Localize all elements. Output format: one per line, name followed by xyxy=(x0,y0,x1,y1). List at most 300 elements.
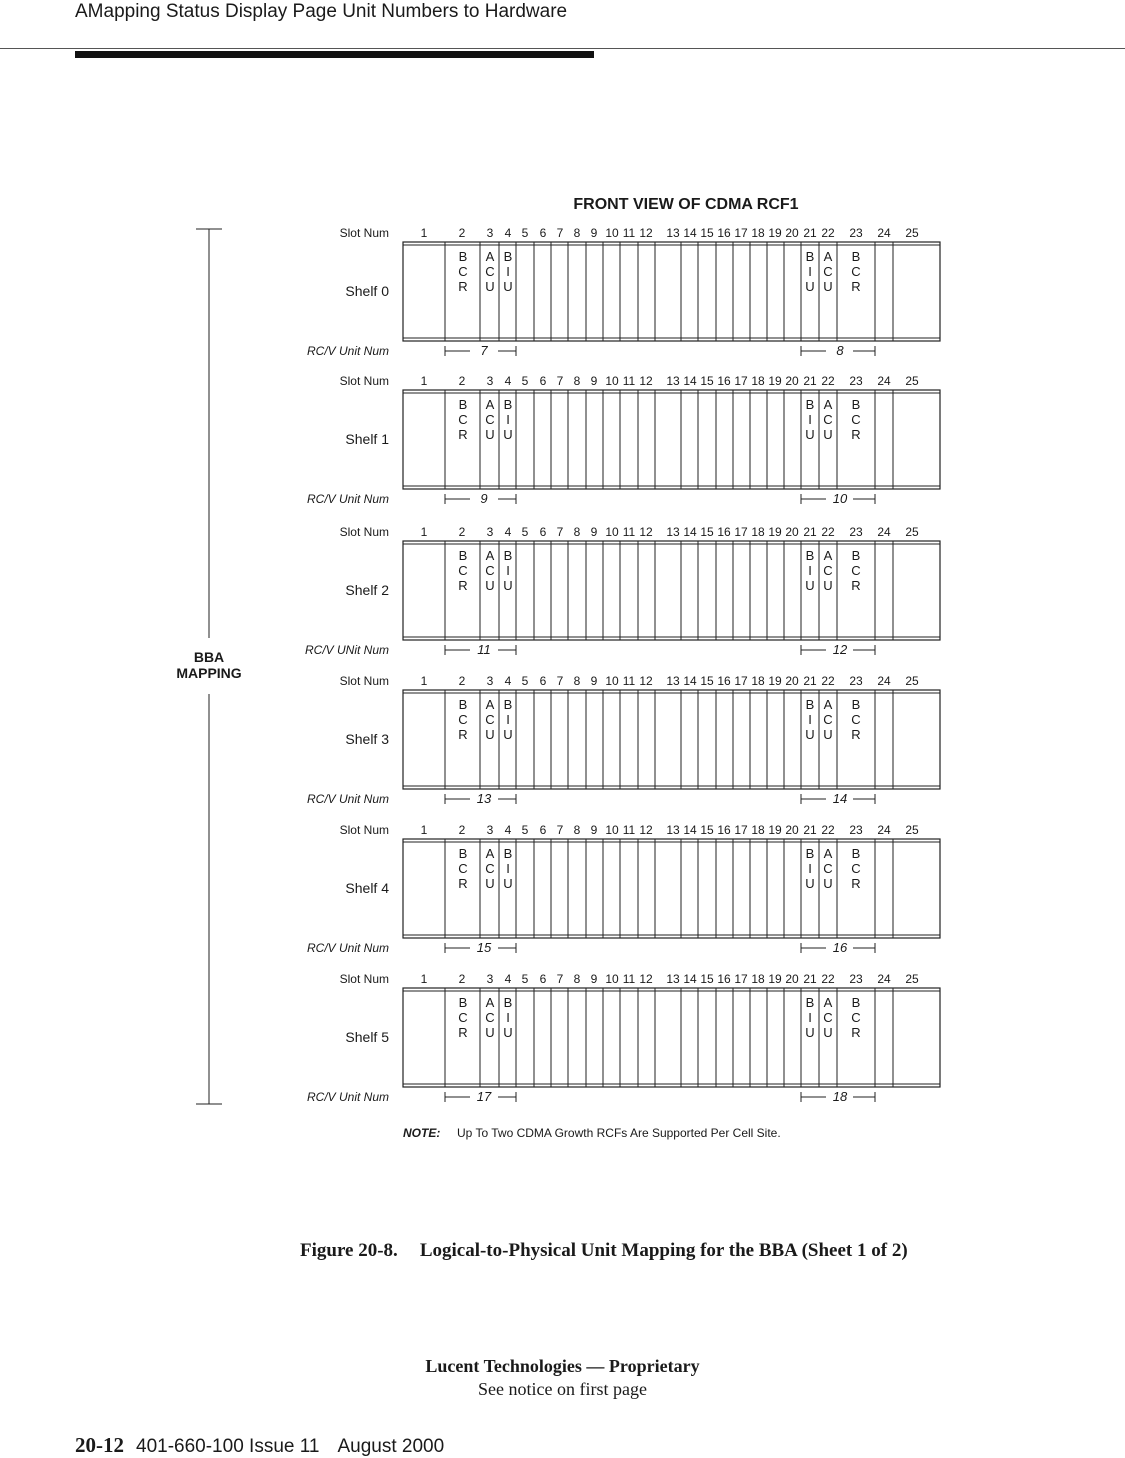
slot-number: 16 xyxy=(717,674,731,688)
card-label-acu xyxy=(485,548,494,593)
slot-number: 25 xyxy=(905,823,919,837)
card-label-biu-letter: B xyxy=(503,548,513,563)
slot-number: 21 xyxy=(803,823,817,837)
card-label-acu-letter: U xyxy=(485,1025,495,1040)
shelf-0 xyxy=(307,226,940,358)
slot-number: 2 xyxy=(458,823,466,837)
card-label-acu-letter: U xyxy=(823,578,833,593)
card-label-biu xyxy=(805,846,814,891)
card-label-biu xyxy=(503,995,512,1040)
shelf-4 xyxy=(307,823,940,955)
card-label-biu xyxy=(503,697,512,742)
slot-number: 17 xyxy=(734,972,748,986)
footer-page-info xyxy=(75,1433,444,1458)
card-label-biu-letter: U xyxy=(805,1025,815,1040)
rcv-unit-number-right: 10 xyxy=(832,491,848,506)
card-label-biu xyxy=(805,995,814,1040)
slot-number: 9 xyxy=(590,525,598,539)
card-label-biu-letter: B xyxy=(805,397,815,412)
card-label-bcr-letter: R xyxy=(458,1025,468,1040)
card-label-acu-letter: C xyxy=(823,712,833,727)
card-label-bcr-letter: C xyxy=(458,712,468,727)
slot-number: 12 xyxy=(639,674,653,688)
card-label-bcr xyxy=(458,995,467,1040)
card-label-acu-letter: U xyxy=(823,279,833,294)
card-label-biu-letter: I xyxy=(506,412,510,427)
card-label-biu-letter: I xyxy=(506,1010,510,1025)
card-label-acu-letter: U xyxy=(823,876,833,891)
slot-number: 9 xyxy=(590,374,598,388)
slot-number: 22 xyxy=(821,525,835,539)
slot-number: 21 xyxy=(803,374,817,388)
slot-number: 20 xyxy=(785,525,799,539)
slot-number: 3 xyxy=(486,972,494,986)
card-label-acu xyxy=(823,995,832,1040)
card-label-biu-letter: I xyxy=(808,861,812,876)
card-label-bcr-letter: B xyxy=(851,697,861,712)
rcv-unit-number-right: 8 xyxy=(836,343,844,358)
slot-number: 16 xyxy=(717,525,731,539)
card-label-acu-letter: U xyxy=(485,578,495,593)
card-label-acu-letter: A xyxy=(485,397,495,412)
card-label-bcr-letter: R xyxy=(458,727,468,742)
running-header-title: AMapping Status Display Page Unit Numbers to Hardware xyxy=(75,1,568,22)
shelf-name: Shelf 0 xyxy=(345,283,389,299)
slot-number: 21 xyxy=(803,674,817,688)
slot-number: 17 xyxy=(734,823,748,837)
rcv-unit-number-right: 18 xyxy=(832,1089,848,1104)
slot-number: 3 xyxy=(486,374,494,388)
card-label-biu-letter: I xyxy=(808,264,812,279)
slot-num-label: Slot Num xyxy=(339,674,389,688)
slot-number: 2 xyxy=(458,525,466,539)
slot-number: 11 xyxy=(622,374,636,388)
slot-number: 7 xyxy=(556,823,564,837)
slot-number: 23 xyxy=(849,823,863,837)
slot-number: 12 xyxy=(639,226,653,240)
card-label-acu-letter: U xyxy=(823,1025,833,1040)
slot-number: 23 xyxy=(849,374,863,388)
card-label-biu xyxy=(805,397,814,442)
card-label-biu xyxy=(503,249,512,294)
card-label-acu-letter: A xyxy=(823,249,833,264)
card-label-bcr-letter: R xyxy=(851,727,861,742)
slot-number: 7 xyxy=(556,972,564,986)
rcv-unit-num-label: RC/V Unit Num xyxy=(306,344,389,358)
card-label-bcr-letter: B xyxy=(458,697,468,712)
card-label-biu-letter: B xyxy=(503,995,513,1010)
slot-number: 22 xyxy=(821,823,835,837)
slot-number: 4 xyxy=(504,972,512,986)
card-label-bcr xyxy=(851,548,860,593)
card-label-biu xyxy=(805,249,814,294)
card-label-bcr-letter: C xyxy=(851,1010,861,1025)
slot-number: 23 xyxy=(849,972,863,986)
slot-number: 20 xyxy=(785,374,799,388)
page-number: 20-12 xyxy=(75,1433,124,1457)
card-label-biu-letter: B xyxy=(805,249,815,264)
card-label-bcr-letter: B xyxy=(851,397,861,412)
card-label-bcr xyxy=(458,249,467,294)
slot-number: 24 xyxy=(877,674,891,688)
slot-number: 8 xyxy=(573,525,581,539)
slot-number: 19 xyxy=(768,823,782,837)
slot-number: 24 xyxy=(877,525,891,539)
slot-number: 11 xyxy=(622,972,636,986)
slot-number: 4 xyxy=(504,674,512,688)
slot-number: 22 xyxy=(821,972,835,986)
rcv-unit-number-left: 9 xyxy=(480,491,488,506)
mapping-label: MAPPING xyxy=(176,665,242,681)
slot-number: 3 xyxy=(486,674,494,688)
footer-notice: See notice on first page xyxy=(478,1379,647,1399)
slot-number: 18 xyxy=(751,972,765,986)
slot-number: 13 xyxy=(666,374,680,388)
card-label-biu-letter: I xyxy=(506,264,510,279)
card-label-acu-letter: A xyxy=(485,548,495,563)
slot-number: 17 xyxy=(734,525,748,539)
card-label-acu-letter: C xyxy=(485,861,495,876)
slot-number: 13 xyxy=(666,674,680,688)
card-label-biu xyxy=(503,397,512,442)
card-label-bcr-letter: B xyxy=(851,548,861,563)
card-label-acu-letter: U xyxy=(485,727,495,742)
card-label-biu-letter: I xyxy=(506,861,510,876)
issue-date: August 2000 xyxy=(337,1436,445,1457)
slot-number: 17 xyxy=(734,674,748,688)
slot-number: 15 xyxy=(700,374,714,388)
card-label-biu-letter: U xyxy=(805,279,815,294)
card-label-acu xyxy=(485,397,494,442)
slot-number: 5 xyxy=(521,226,529,240)
slot-number: 14 xyxy=(683,972,697,986)
card-label-acu-letter: U xyxy=(823,727,833,742)
card-label-acu-letter: A xyxy=(485,995,495,1010)
slot-number: 6 xyxy=(539,674,547,688)
slot-number: 2 xyxy=(458,972,466,986)
card-label-acu xyxy=(823,548,832,593)
slot-number: 5 xyxy=(521,525,529,539)
card-label-acu-letter: U xyxy=(823,427,833,442)
slot-number: 6 xyxy=(539,374,547,388)
slot-number: 8 xyxy=(573,226,581,240)
slot-number: 1 xyxy=(420,972,428,986)
rcv-unit-number-left: 13 xyxy=(476,791,492,806)
slot-number: 3 xyxy=(486,226,494,240)
card-label-acu-letter: U xyxy=(485,279,495,294)
card-label-biu xyxy=(805,548,814,593)
slot-number: 10 xyxy=(605,374,619,388)
slot-number: 6 xyxy=(539,972,547,986)
slot-number: 6 xyxy=(539,226,547,240)
card-label-bcr xyxy=(851,846,860,891)
slot-number: 17 xyxy=(734,226,748,240)
slot-number: 8 xyxy=(573,674,581,688)
slot-number: 24 xyxy=(877,374,891,388)
card-label-bcr-letter: B xyxy=(458,548,468,563)
card-label-biu-letter: U xyxy=(503,427,513,442)
card-label-biu-letter: B xyxy=(805,548,815,563)
rcv-unit-num-label: RC/V Unit Num xyxy=(306,941,389,955)
shelf-2 xyxy=(305,525,940,657)
card-label-biu-letter: I xyxy=(808,563,812,578)
card-label-bcr-letter: C xyxy=(458,563,468,578)
shelf-name: Shelf 5 xyxy=(345,1029,389,1045)
slot-number: 16 xyxy=(717,374,731,388)
card-label-acu-letter: C xyxy=(823,1010,833,1025)
slot-number: 1 xyxy=(420,525,428,539)
card-label-acu-letter: C xyxy=(485,264,495,279)
slot-number: 7 xyxy=(556,525,564,539)
slot-number: 15 xyxy=(700,525,714,539)
slot-number: 3 xyxy=(486,525,494,539)
slot-number: 11 xyxy=(622,525,636,539)
slot-number: 12 xyxy=(639,823,653,837)
slot-number: 16 xyxy=(717,823,731,837)
card-label-bcr-letter: C xyxy=(851,264,861,279)
shelf-list xyxy=(305,226,940,1104)
slot-number: 25 xyxy=(905,226,919,240)
card-label-acu-letter: C xyxy=(485,712,495,727)
card-label-acu-letter: A xyxy=(823,995,833,1010)
slot-number: 11 xyxy=(622,674,636,688)
card-label-bcr-letter: B xyxy=(458,846,468,861)
slot-number: 18 xyxy=(751,823,765,837)
card-label-bcr xyxy=(458,548,467,593)
card-label-biu-letter: I xyxy=(506,712,510,727)
bba-label: BBA xyxy=(193,649,225,665)
rcv-unit-number-left: 7 xyxy=(480,343,488,358)
card-label-acu-letter: A xyxy=(823,397,833,412)
card-label-biu-letter: I xyxy=(506,563,510,578)
note-text: Up To Two CDMA Growth RCFs Are Supported Per Cell Site. xyxy=(457,1126,781,1140)
slot-number: 1 xyxy=(420,823,428,837)
card-label-biu-letter: B xyxy=(503,397,513,412)
slot-number: 14 xyxy=(683,374,697,388)
card-label-acu xyxy=(485,697,494,742)
document-number: 401-660-100 Issue 11 xyxy=(136,1436,320,1457)
slot-number: 8 xyxy=(573,823,581,837)
card-label-bcr-letter: C xyxy=(851,563,861,578)
slot-number: 11 xyxy=(622,823,636,837)
slot-number: 2 xyxy=(458,674,466,688)
figure-number: Figure 20-8. xyxy=(300,1240,398,1261)
slot-number: 15 xyxy=(700,226,714,240)
slot-num-label: Slot Num xyxy=(339,972,389,986)
slot-number: 15 xyxy=(700,823,714,837)
slot-number: 21 xyxy=(803,972,817,986)
slot-number: 4 xyxy=(504,226,512,240)
figure-title: FRONT VIEW OF CDMA RCF1 xyxy=(573,196,799,213)
card-label-bcr xyxy=(458,397,467,442)
card-label-bcr xyxy=(851,697,860,742)
slot-number: 10 xyxy=(605,525,619,539)
card-label-bcr-letter: R xyxy=(851,427,861,442)
rcv-unit-number-left: 11 xyxy=(477,642,491,657)
card-label-biu-letter: I xyxy=(808,1010,812,1025)
slot-number: 7 xyxy=(556,374,564,388)
card-label-biu-letter: U xyxy=(805,427,815,442)
slot-number: 14 xyxy=(683,226,697,240)
card-label-biu-letter: U xyxy=(503,727,513,742)
card-label-bcr-letter: C xyxy=(458,412,468,427)
card-label-acu xyxy=(823,397,832,442)
card-label-bcr-letter: R xyxy=(458,279,468,294)
rcv-unit-num-label: RC/V Unit Num xyxy=(306,492,389,506)
card-label-acu-letter: C xyxy=(823,563,833,578)
slot-num-label: Slot Num xyxy=(339,226,389,240)
card-label-biu-letter: B xyxy=(503,249,513,264)
slot-number: 9 xyxy=(590,823,598,837)
card-label-bcr-letter: C xyxy=(458,264,468,279)
card-label-biu-letter: B xyxy=(503,846,513,861)
slot-number: 16 xyxy=(717,972,731,986)
card-label-bcr xyxy=(458,697,467,742)
card-label-bcr-letter: B xyxy=(458,995,468,1010)
card-label-acu-letter: A xyxy=(485,697,495,712)
card-label-acu-letter: C xyxy=(485,412,495,427)
rcv-unit-number-right: 14 xyxy=(832,791,848,806)
slot-number: 4 xyxy=(504,525,512,539)
slot-number: 10 xyxy=(605,972,619,986)
slot-number: 19 xyxy=(768,374,782,388)
slot-number: 24 xyxy=(877,823,891,837)
slot-number: 24 xyxy=(877,226,891,240)
card-label-acu xyxy=(823,249,832,294)
slot-number: 1 xyxy=(420,226,428,240)
card-label-biu-letter: B xyxy=(805,846,815,861)
rcv-unit-num-label: RC/V UNit Num xyxy=(304,643,389,657)
slot-number: 14 xyxy=(683,525,697,539)
card-label-acu-letter: U xyxy=(485,876,495,891)
card-label-bcr-letter: B xyxy=(458,249,468,264)
slot-number: 1 xyxy=(420,674,428,688)
slot-number: 23 xyxy=(849,226,863,240)
slot-number: 21 xyxy=(803,525,817,539)
slot-number: 22 xyxy=(821,674,835,688)
slot-number: 4 xyxy=(504,374,512,388)
slot-num-label: Slot Num xyxy=(339,525,389,539)
card-label-acu-letter: A xyxy=(823,548,833,563)
slot-number: 3 xyxy=(486,823,494,837)
slot-number: 18 xyxy=(751,525,765,539)
slot-number: 19 xyxy=(768,525,782,539)
slot-number: 20 xyxy=(785,674,799,688)
card-label-biu-letter: B xyxy=(805,995,815,1010)
slot-number: 14 xyxy=(683,823,697,837)
card-label-acu-letter: C xyxy=(823,412,833,427)
card-label-bcr-letter: C xyxy=(458,861,468,876)
slot-number: 20 xyxy=(785,226,799,240)
rcv-unit-num-label: RC/V Unit Num xyxy=(306,1090,389,1104)
rcv-unit-number-left: 17 xyxy=(476,1089,492,1104)
slot-number: 23 xyxy=(849,674,863,688)
slot-number: 19 xyxy=(768,674,782,688)
card-label-bcr-letter: R xyxy=(851,1025,861,1040)
card-label-acu-letter: A xyxy=(823,697,833,712)
card-label-bcr-letter: R xyxy=(458,578,468,593)
shelf-5 xyxy=(307,972,940,1104)
rcv-unit-number-right: 12 xyxy=(832,642,848,657)
slot-number: 20 xyxy=(785,823,799,837)
card-label-bcr-letter: B xyxy=(851,846,861,861)
footer-company: Lucent Technologies — Proprietary xyxy=(425,1356,700,1376)
card-label-bcr-letter: R xyxy=(458,427,468,442)
card-label-bcr-letter: B xyxy=(851,249,861,264)
card-label-acu xyxy=(823,846,832,891)
card-label-bcr xyxy=(458,846,467,891)
slot-number: 14 xyxy=(683,674,697,688)
slot-number: 22 xyxy=(821,374,835,388)
note-label: NOTE: xyxy=(403,1126,441,1140)
figure-caption xyxy=(300,1240,1060,1262)
slot-number: 9 xyxy=(590,972,598,986)
slot-number: 8 xyxy=(573,374,581,388)
slot-number: 24 xyxy=(877,972,891,986)
card-label-biu-letter: U xyxy=(503,876,513,891)
slot-number: 16 xyxy=(717,226,731,240)
slot-number: 25 xyxy=(905,674,919,688)
slot-number: 22 xyxy=(821,226,835,240)
slot-number: 15 xyxy=(700,674,714,688)
card-label-bcr xyxy=(851,249,860,294)
card-label-bcr-letter: R xyxy=(458,876,468,891)
slot-number: 7 xyxy=(556,674,564,688)
shelf-1 xyxy=(307,374,940,506)
card-label-acu-letter: C xyxy=(485,1010,495,1025)
shelf-name: Shelf 4 xyxy=(345,880,389,896)
slot-number: 18 xyxy=(751,674,765,688)
slot-number: 18 xyxy=(751,374,765,388)
card-label-biu-letter: U xyxy=(503,279,513,294)
slot-number: 2 xyxy=(458,226,466,240)
slot-number: 12 xyxy=(639,525,653,539)
card-label-acu-letter: C xyxy=(823,264,833,279)
card-label-biu xyxy=(503,548,512,593)
slot-number: 13 xyxy=(666,525,680,539)
slot-number: 9 xyxy=(590,226,598,240)
slot-number: 6 xyxy=(539,823,547,837)
rcv-unit-number-right: 16 xyxy=(832,940,848,955)
slot-number: 10 xyxy=(605,674,619,688)
card-label-bcr-letter: C xyxy=(851,861,861,876)
card-label-biu-letter: U xyxy=(503,578,513,593)
slot-num-label: Slot Num xyxy=(339,823,389,837)
slot-number: 17 xyxy=(734,374,748,388)
slot-number: 12 xyxy=(639,374,653,388)
slot-number: 20 xyxy=(785,972,799,986)
slot-number: 5 xyxy=(521,972,529,986)
rcv-unit-num-label: RC/V Unit Num xyxy=(306,792,389,806)
slot-num-label: Slot Num xyxy=(339,374,389,388)
card-label-acu xyxy=(485,249,494,294)
shelf-name: Shelf 1 xyxy=(345,431,389,447)
slot-number: 19 xyxy=(768,972,782,986)
card-label-bcr-letter: C xyxy=(851,412,861,427)
figure-caption-text: Logical-to-Physical Unit Mapping for the BBA (Sheet 1 of 2) xyxy=(419,1240,908,1261)
slot-number: 18 xyxy=(751,226,765,240)
card-label-acu-letter: C xyxy=(823,861,833,876)
slot-number: 5 xyxy=(521,674,529,688)
slot-number: 8 xyxy=(573,972,581,986)
slot-number: 5 xyxy=(521,374,529,388)
card-label-acu-letter: C xyxy=(485,563,495,578)
slot-number: 10 xyxy=(605,823,619,837)
card-label-acu xyxy=(823,697,832,742)
card-label-biu-letter: U xyxy=(503,1025,513,1040)
slot-number: 5 xyxy=(521,823,529,837)
card-label-acu xyxy=(485,995,494,1040)
